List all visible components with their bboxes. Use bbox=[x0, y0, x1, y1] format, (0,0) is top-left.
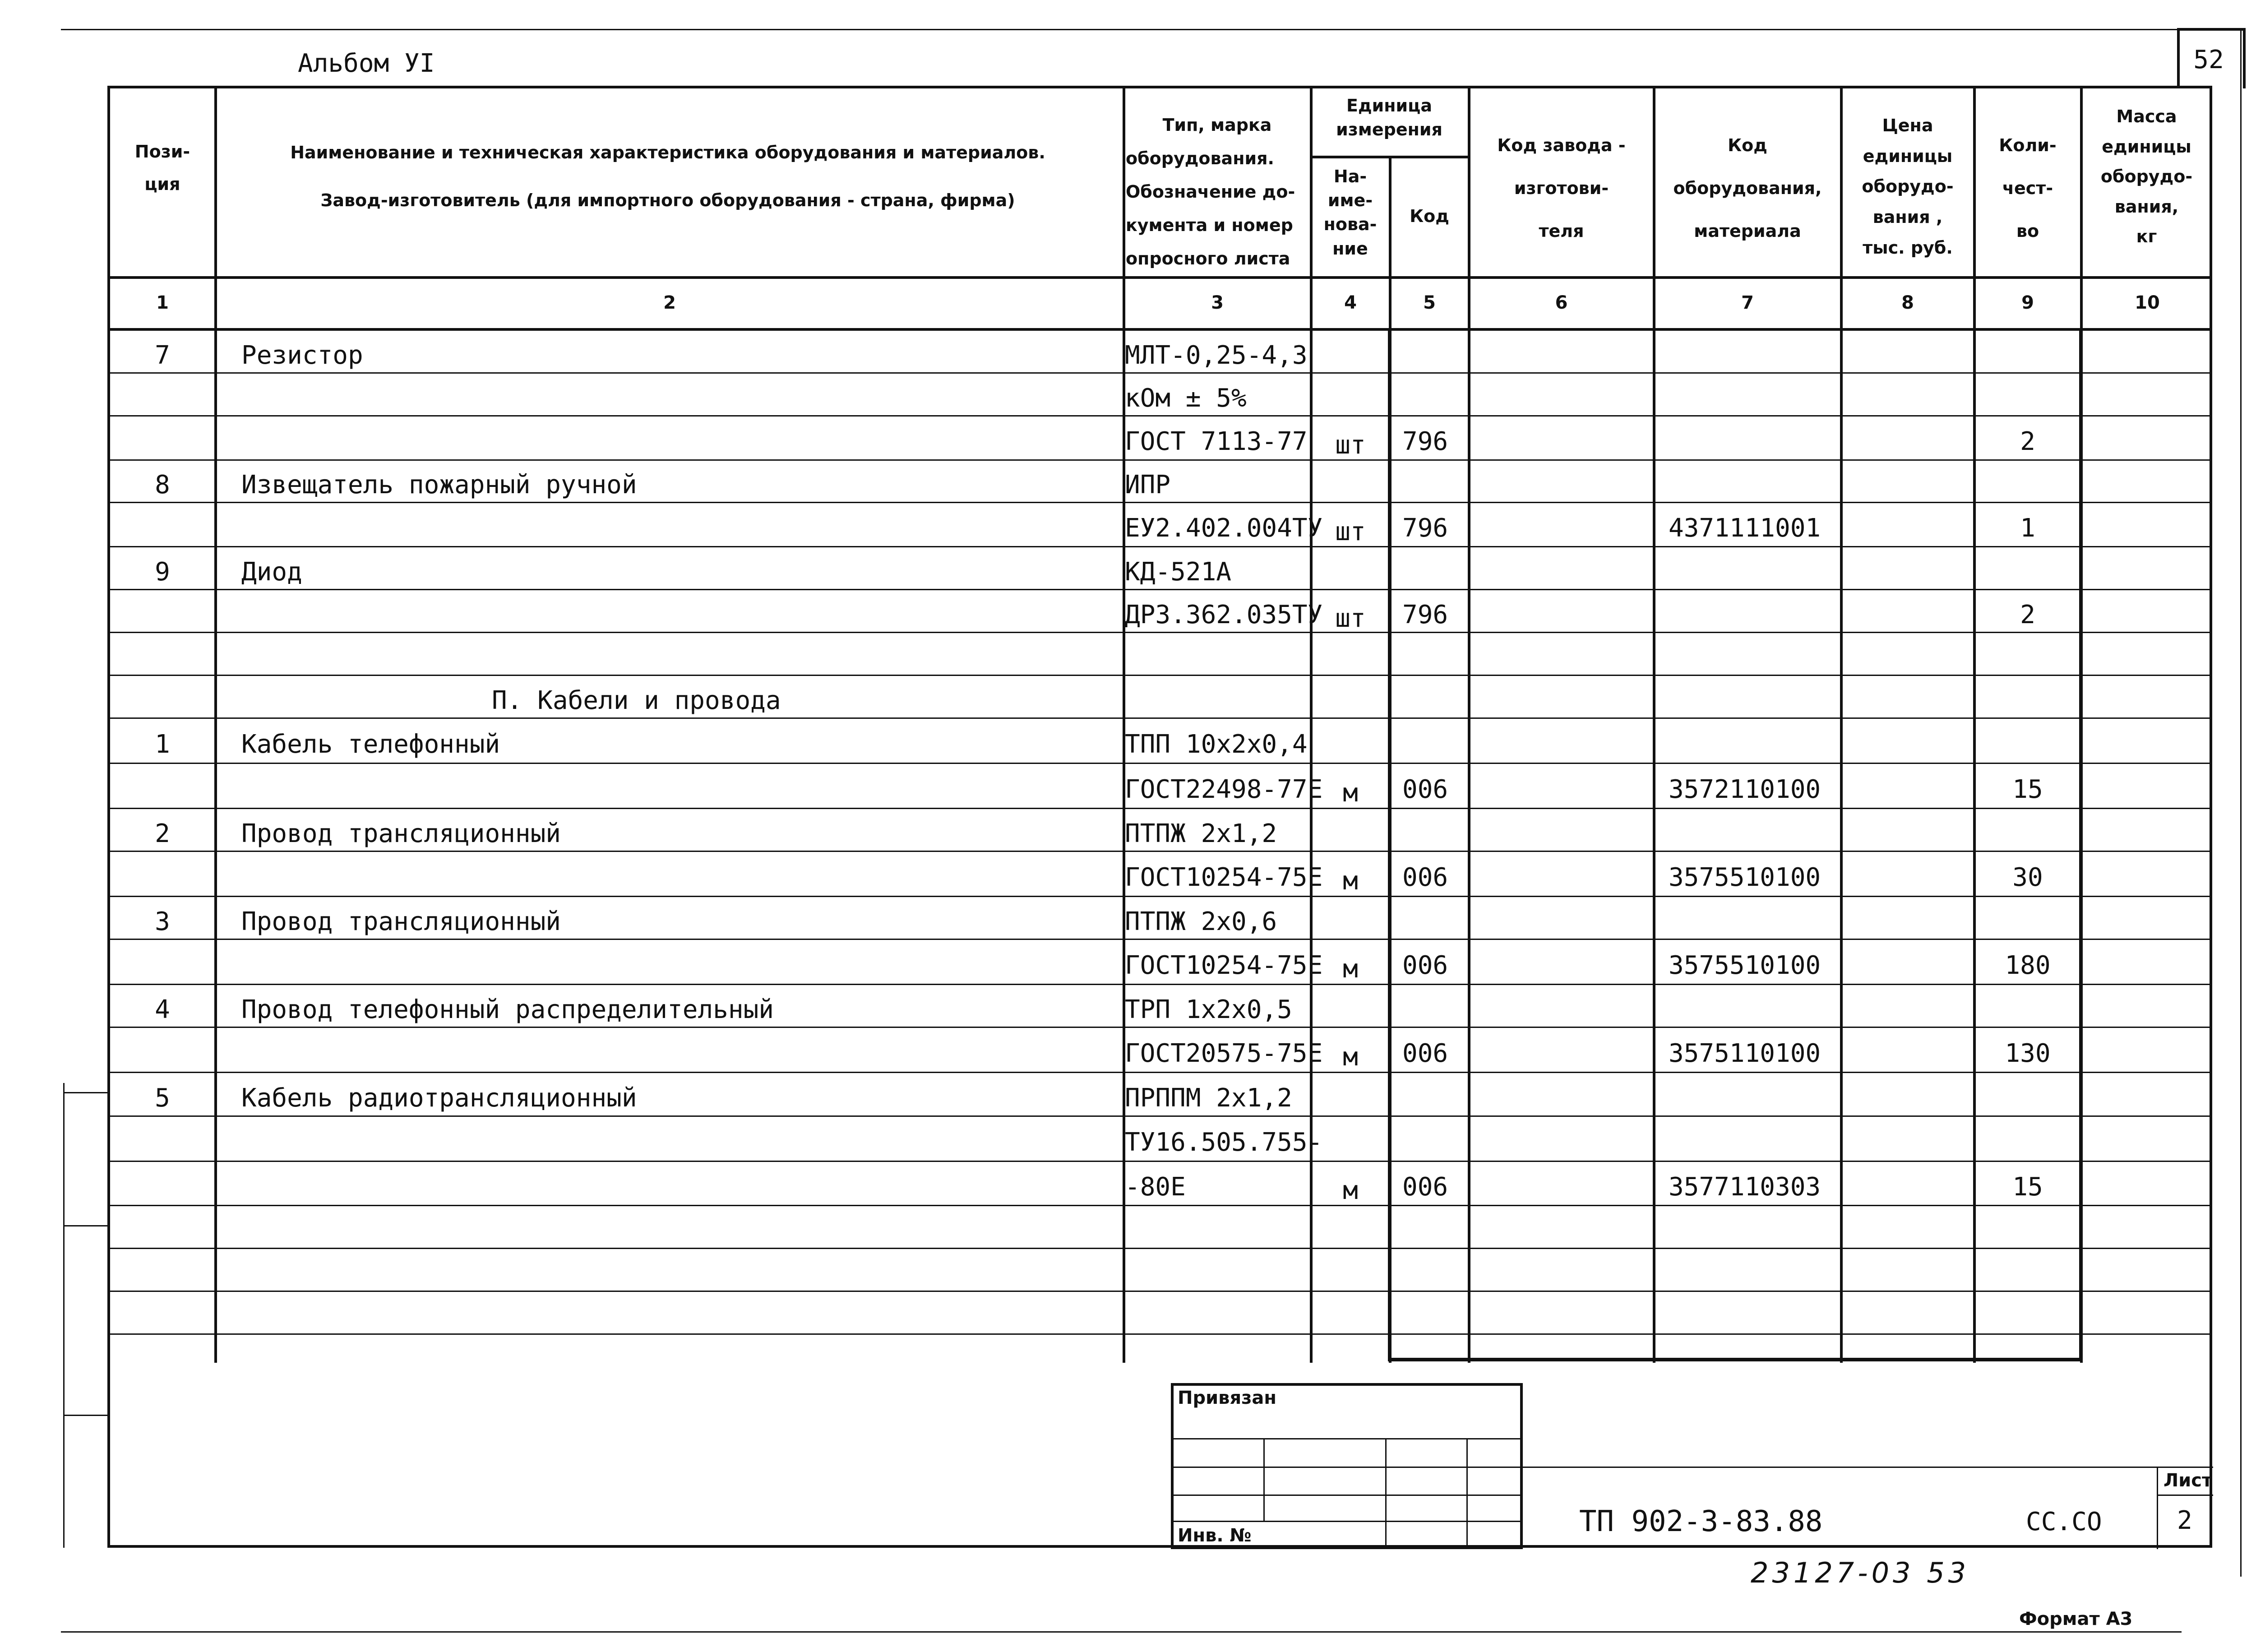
cell-type: -80Е bbox=[1125, 1172, 1186, 1202]
handwritten-number: 23127-03 53 bbox=[1751, 1556, 1970, 1589]
row-separator bbox=[107, 546, 2212, 547]
cell-code: 006 bbox=[1402, 1039, 1448, 1068]
cell-qty: 2 bbox=[2020, 600, 2035, 629]
stamp-rule-2 bbox=[1171, 1467, 1523, 1468]
cell-unit: шт bbox=[1335, 517, 1366, 546]
row-separator bbox=[107, 1248, 2212, 1249]
row-separator bbox=[107, 851, 2212, 852]
sheet-box-mid bbox=[2157, 1495, 2213, 1496]
row-separator bbox=[107, 984, 2212, 985]
stamp-col-3 bbox=[1466, 1438, 1468, 1549]
cell-unit: м bbox=[1343, 866, 1358, 896]
binding-tick-2 bbox=[63, 1225, 108, 1226]
stamp-col-1 bbox=[1263, 1438, 1265, 1521]
cell-type: ТПП 10х2х0,4 bbox=[1125, 730, 1308, 759]
stamp-rule-1 bbox=[1171, 1438, 1523, 1439]
cell-qty: 15 bbox=[2012, 775, 2043, 804]
row-separator bbox=[107, 372, 2212, 374]
col-rule-3 bbox=[1310, 86, 1313, 1363]
stamp-rule-3 bbox=[1171, 1495, 1523, 1496]
row-separator bbox=[107, 1291, 2212, 1292]
hdr-col6: Код завода - изготови- теля bbox=[1497, 135, 1626, 241]
top-rule bbox=[61, 29, 2240, 30]
cell-type: КД-521А bbox=[1125, 557, 1232, 587]
emphasis-box bbox=[1388, 328, 2083, 1361]
hdr-col2: Наименование и техническая характеристика оборудования и материалов. Завод-изготовитель (для импортного оборудования - страна, фирма) bbox=[290, 143, 1045, 211]
cell-qty: 130 bbox=[2005, 1039, 2051, 1068]
row-separator bbox=[107, 1072, 2212, 1073]
bound-label: Привязан bbox=[1178, 1388, 1277, 1408]
colnum-3: 3 bbox=[1211, 292, 1224, 313]
cell-code: 006 bbox=[1402, 863, 1448, 892]
header-bottom-rule bbox=[107, 276, 2212, 279]
row-separator bbox=[107, 675, 2212, 676]
colnum-2: 2 bbox=[663, 292, 676, 313]
cell-type: ГОСТ10254-75Е bbox=[1125, 951, 1323, 980]
cell-type: ГОСТ10254-75Е bbox=[1125, 863, 1323, 892]
cell-qty: 180 bbox=[2005, 951, 2051, 980]
cell-pos: 3 bbox=[155, 907, 170, 936]
hdr-col4: На- име- нова- ние bbox=[1323, 167, 1377, 259]
stamp-rule-4 bbox=[1171, 1521, 1523, 1522]
cell-pos: 4 bbox=[155, 995, 170, 1024]
cell-name: Кабель радиотрансляционный bbox=[241, 1083, 637, 1113]
cell-type: кОм ± 5% bbox=[1125, 384, 1247, 413]
cell-type: ТРП 1х2х0,5 bbox=[1125, 995, 1292, 1024]
row-separator bbox=[107, 939, 2212, 940]
row-separator bbox=[107, 415, 2212, 416]
format-label: Формат А3 bbox=[2019, 1609, 2133, 1629]
row-separator bbox=[107, 1205, 2212, 1206]
cell-type: ПТПЖ 2х1,2 bbox=[1125, 819, 1277, 848]
hdr-col8: Цена единицы оборудо- вания , тыс. руб. bbox=[1862, 116, 1954, 258]
cell-unit: шт bbox=[1335, 604, 1366, 633]
title-block-rule bbox=[1523, 1467, 2213, 1468]
colnum-4: 4 bbox=[1344, 292, 1357, 313]
colnum-6: 6 bbox=[1555, 292, 1568, 313]
cell-unit: м bbox=[1343, 778, 1358, 808]
col-rule-2 bbox=[1123, 86, 1125, 1363]
cell-equip: 3577110303 bbox=[1669, 1172, 1821, 1202]
cell-type: ПРППМ 2х1,2 bbox=[1125, 1083, 1292, 1113]
cell-equip: 3575510100 bbox=[1669, 863, 1821, 892]
left-binding-rule bbox=[63, 1083, 65, 1548]
cell-pos: 2 bbox=[155, 819, 170, 848]
unit-group-rule bbox=[1310, 156, 1468, 158]
binding-tick-1 bbox=[63, 1092, 108, 1093]
cell-type: ИПР bbox=[1125, 470, 1171, 500]
row-separator bbox=[107, 502, 2212, 503]
sheet-value: 2 bbox=[2177, 1506, 2192, 1535]
cell-type: ДР3.362.035ТУ bbox=[1125, 600, 1323, 629]
colnum-5: 5 bbox=[1423, 292, 1436, 313]
cell-equip: 4371111001 bbox=[1669, 514, 1821, 543]
cell-type: ГОСТ22498-77Е bbox=[1125, 775, 1323, 804]
hdr-col7: Код оборудования, материала bbox=[1673, 135, 1822, 241]
sheet-box-rule bbox=[2157, 1467, 2158, 1549]
cell-name: Диод bbox=[241, 557, 302, 587]
cell-name: Провод телефонный распределительный bbox=[241, 995, 774, 1024]
col-rule-1 bbox=[214, 86, 217, 1363]
row-separator bbox=[107, 1161, 2212, 1162]
row-separator bbox=[107, 763, 2212, 764]
hdr-col1: Пози- ция bbox=[134, 142, 190, 194]
cell-type: ПТПЖ 2х0,6 bbox=[1125, 907, 1277, 936]
cell-pos: 5 bbox=[155, 1083, 170, 1113]
cell-unit: м bbox=[1343, 1042, 1358, 1072]
cell-equip: 3575110100 bbox=[1669, 1039, 1821, 1068]
cell-code: 006 bbox=[1402, 1172, 1448, 1202]
colnum-8: 8 bbox=[1901, 292, 1914, 313]
right-margin-rule bbox=[2240, 29, 2242, 1577]
cell-qty: 1 bbox=[2020, 514, 2035, 543]
cell-name: Провод трансляционный bbox=[241, 819, 561, 848]
cell-pos: 7 bbox=[155, 341, 170, 370]
cell-code: 006 bbox=[1402, 775, 1448, 804]
row-separator bbox=[107, 808, 2212, 809]
album-title: Альбом УI bbox=[298, 49, 435, 78]
cell-code: 796 bbox=[1402, 600, 1448, 629]
cell-type: ГОСТ20575-75Е bbox=[1125, 1039, 1323, 1068]
row-separator bbox=[107, 589, 2212, 590]
page-number: 52 bbox=[2193, 45, 2224, 74]
row-separator bbox=[107, 896, 2212, 897]
row-separator bbox=[107, 717, 2212, 719]
row-separator bbox=[107, 1027, 2212, 1028]
inv-label: Инв. № bbox=[1178, 1525, 1252, 1546]
cell-type: МЛТ-0,25-4,3 bbox=[1125, 341, 1308, 370]
colnum-1: 1 bbox=[156, 292, 169, 313]
cell-name: Извещатель пожарный ручной bbox=[241, 470, 637, 500]
cell-unit: м bbox=[1343, 1176, 1358, 1205]
row-separator bbox=[107, 1333, 2212, 1335]
colnum-10: 10 bbox=[2135, 292, 2160, 313]
cell-pos: 9 bbox=[155, 557, 170, 587]
sheet-label: Лист bbox=[2164, 1470, 2213, 1491]
cell-code: 796 bbox=[1402, 427, 1448, 456]
cell-code: 006 bbox=[1402, 951, 1448, 980]
cell-name: Провод трансляционный bbox=[241, 907, 561, 936]
hdr-col3: Тип, марка оборудования. Обозначение до- кумента и номер опросного листа bbox=[1126, 115, 1295, 269]
colnum-9: 9 bbox=[2021, 292, 2034, 313]
cell-type: ТУ16.505.755- bbox=[1125, 1128, 1323, 1157]
cell-pos: 1 bbox=[155, 730, 170, 759]
hdr-col10: Масса единицы оборудо- вания, кг bbox=[2100, 106, 2193, 246]
cell-qty: 2 bbox=[2020, 427, 2035, 456]
cell-name: Резистор bbox=[241, 341, 363, 370]
binding-tick-3 bbox=[63, 1415, 108, 1416]
bottom-rule bbox=[61, 1631, 2182, 1633]
hdr-col9: Коли- чест- во bbox=[1999, 135, 2057, 241]
colnum-7: 7 bbox=[1741, 292, 1754, 313]
cell-qty: 30 bbox=[2012, 863, 2043, 892]
row-separator bbox=[107, 632, 2212, 633]
doc-code: ТП 902-3-83.88 bbox=[1579, 1505, 1823, 1538]
cell-pos: 8 bbox=[155, 470, 170, 500]
cell-type: ЕУ2.402.004ТУ bbox=[1125, 514, 1323, 543]
cell-code: 796 bbox=[1402, 514, 1448, 543]
cell-qty: 15 bbox=[2012, 1172, 2043, 1202]
cell-name: Кабель телефонный bbox=[241, 730, 500, 759]
stamp-col-2 bbox=[1385, 1438, 1387, 1549]
hdr-unit-group: Единица измерения bbox=[1336, 96, 1442, 140]
cell-unit: м bbox=[1343, 954, 1358, 984]
cell-name: П. Кабели и провода bbox=[492, 686, 781, 715]
hdr-col5: Код bbox=[1410, 206, 1449, 226]
doc-suffix: СС.СО bbox=[2026, 1507, 2102, 1536]
cell-unit: шт bbox=[1335, 430, 1366, 460]
row-separator bbox=[107, 459, 2212, 461]
row-separator bbox=[107, 1115, 2212, 1117]
cell-type: ГОСТ 7113-77 bbox=[1125, 427, 1308, 456]
cell-equip: 3572110100 bbox=[1669, 775, 1821, 804]
cell-equip: 3575510100 bbox=[1669, 951, 1821, 980]
